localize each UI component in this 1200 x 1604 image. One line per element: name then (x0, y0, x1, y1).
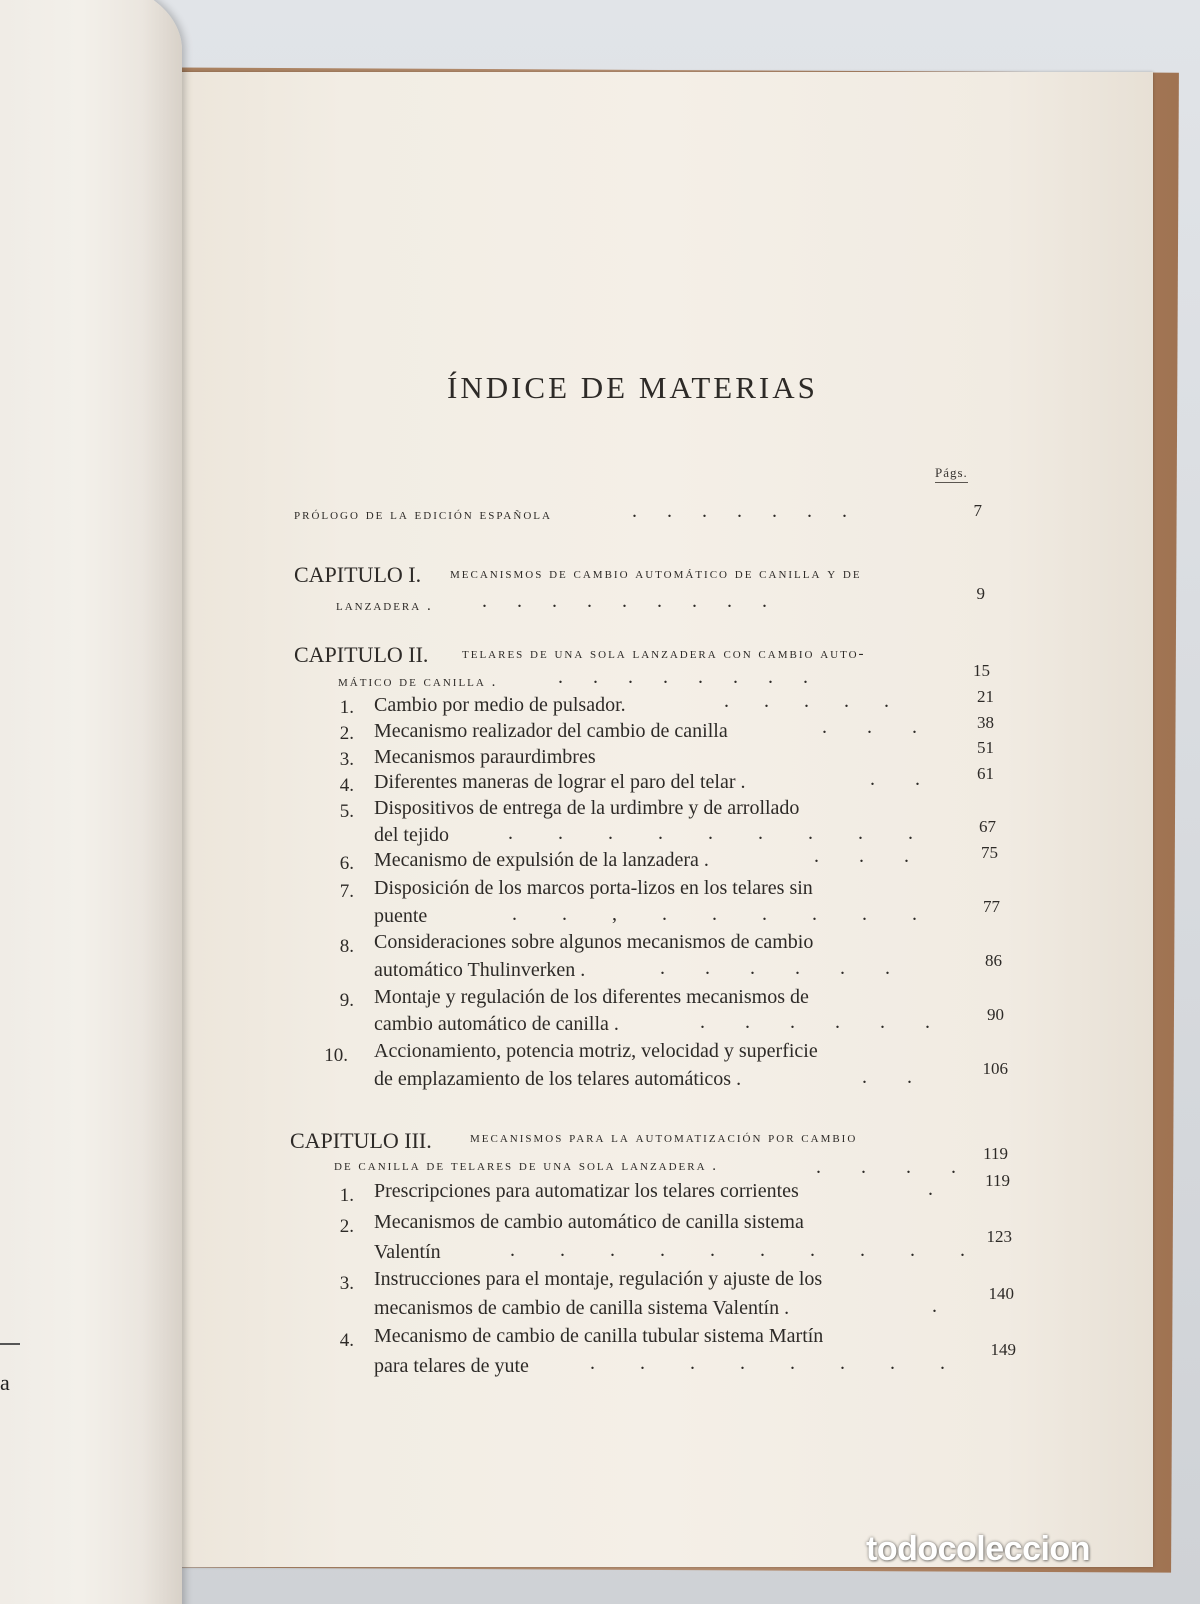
entry-page: 106 (982, 1059, 1008, 1078)
entry-number: 6. (339, 853, 354, 874)
page-title: ÍNDICE DE MATERIAS (447, 370, 818, 405)
entry-page: 61 (977, 764, 994, 783)
entry-number: 8. (339, 936, 354, 957)
entry-number: 9. (339, 990, 354, 1011)
leader-dots: . . . . . (724, 690, 889, 712)
leader-dots: . . (870, 768, 920, 790)
entry-page: 90 (987, 1005, 1004, 1024)
entry-page: 86 (985, 951, 1002, 970)
chapter-page: 9 (976, 584, 985, 603)
entry-text: Mecanismos paraurdimbres (374, 746, 596, 768)
prologue-page: 7 (973, 501, 982, 520)
entry-page: 21 (977, 687, 994, 706)
entry-page: 77 (983, 897, 1000, 916)
leader-dots: . . . . . . . . . . (510, 1239, 965, 1261)
entry-number: 1. (339, 697, 354, 718)
entry-text: para telares de yute (374, 1355, 529, 1377)
leader-dots: . . . . . . (660, 957, 890, 979)
entry-number: 2. (339, 723, 354, 744)
entry-text: Mecanismo de expulsión de la lanzadera . (374, 849, 709, 871)
entry-page: 51 (977, 738, 994, 757)
chapter-title-line: telares de una sola lanzadera con cambio auto- (462, 646, 866, 662)
entry-text: Consideraciones sobre algunos mecanismos de cambio (374, 931, 814, 953)
entry-text: automático Thulinverken . (374, 959, 586, 981)
chapter-title-line: de canilla de telares de una sola lanzadera . (334, 1158, 719, 1174)
leader-dots: . (932, 1295, 937, 1317)
entry-number: 7. (339, 881, 354, 902)
entry-text: Valentín (374, 1241, 441, 1263)
pages-column-label: Págs. (935, 465, 968, 483)
entry-page: 75 (981, 843, 998, 862)
entry-number: 10. (324, 1045, 348, 1066)
chapter-title-line: mecanismos de cambio automático de canilla y de (450, 566, 862, 582)
entry-page: 123 (986, 1227, 1012, 1246)
entry-text: Prescripciones para automatizar los telares corrientes (374, 1180, 799, 1202)
entry-number: 4. (339, 1330, 354, 1351)
leader-dots: . . . (814, 845, 909, 867)
entry-text: Disposición de los marcos porta-lizos en los telares sin (374, 877, 813, 899)
entry-number: 4. (339, 775, 354, 796)
chapter-page: 15 (973, 661, 990, 680)
leader-dots: . . . . . . . . . (482, 590, 767, 612)
entry-text: Mecanismos de cambio automático de canilla sistema (374, 1211, 804, 1233)
prologue-label: prólogo de la edición española (294, 507, 552, 523)
entry-text: puente (374, 905, 428, 927)
entry-number: 5. (339, 801, 354, 822)
entry-text: Cambio por medio de pulsador. (374, 694, 626, 716)
chapter-page: 119 (983, 1144, 1008, 1163)
leader-dots: . . . . . . . . (558, 666, 808, 688)
entry-text: del tejido (374, 824, 449, 846)
entry-page: 67 (979, 817, 996, 836)
leader-dots: . . . . . . . (632, 500, 847, 522)
chapter-heading: CAPITULO I. (294, 562, 422, 587)
entry-page: 140 (988, 1284, 1014, 1303)
entry-text: mecanismos de cambio de canilla sistema Valentín . (374, 1297, 790, 1319)
leader-dots: . . . . (816, 1156, 956, 1178)
entry-page: 119 (985, 1171, 1010, 1190)
entry-text: Instrucciones para el montaje, regulación y ajuste de los (374, 1268, 823, 1290)
chapter-heading: CAPITULO III. (290, 1128, 432, 1153)
leader-dots: . . , . . . . . . (512, 903, 917, 925)
chapter-title-line: lanzadera . (336, 598, 433, 614)
entry-text: Accionamiento, potencia motriz, velocidad y superficie (374, 1040, 818, 1062)
entry-text: Montaje y regulación de los diferentes mecanismos de (374, 986, 809, 1008)
leader-dots: . (928, 1178, 933, 1200)
page-edge-rule (0, 1343, 20, 1345)
chapter-title-line: mático de canilla . (338, 674, 498, 690)
leader-dots: . . . . . . (700, 1011, 930, 1033)
chapter-title-line: mecanismos para la automatización por cambio (470, 1130, 858, 1146)
entry-text: Mecanismo realizador del cambio de canilla (374, 720, 728, 742)
entry-number: 2. (339, 1216, 354, 1237)
entry-text: Mecanismo de cambio de canilla tubular sistema Martín (374, 1325, 824, 1347)
entry-page: 149 (990, 1340, 1016, 1359)
entry-number: 3. (339, 1273, 354, 1294)
entry-page: 38 (977, 713, 994, 732)
page-edge-letter: a (0, 1370, 10, 1395)
leader-dots: . . . (822, 716, 917, 738)
leader-dots: . . . . . . . . (590, 1352, 945, 1374)
entry-number: 3. (339, 749, 354, 770)
entry-number: 1. (339, 1185, 354, 1206)
entry-text: cambio automático de canilla . (374, 1013, 619, 1035)
facing-left-page (0, 0, 182, 1604)
leader-dots: . . . . . . . . . (508, 822, 913, 844)
entry-text: Dispositivos de entrega de la urdimbre y de arrollado (374, 797, 800, 819)
chapter-heading: CAPITULO II. (294, 642, 429, 667)
entry-text: de emplazamiento de los telares automáticos . (374, 1068, 742, 1090)
entry-text: Diferentes maneras de lograr el paro del telar . (374, 771, 746, 793)
site-watermark: todocoleccion (866, 1530, 1090, 1568)
leader-dots: . . (862, 1066, 912, 1088)
